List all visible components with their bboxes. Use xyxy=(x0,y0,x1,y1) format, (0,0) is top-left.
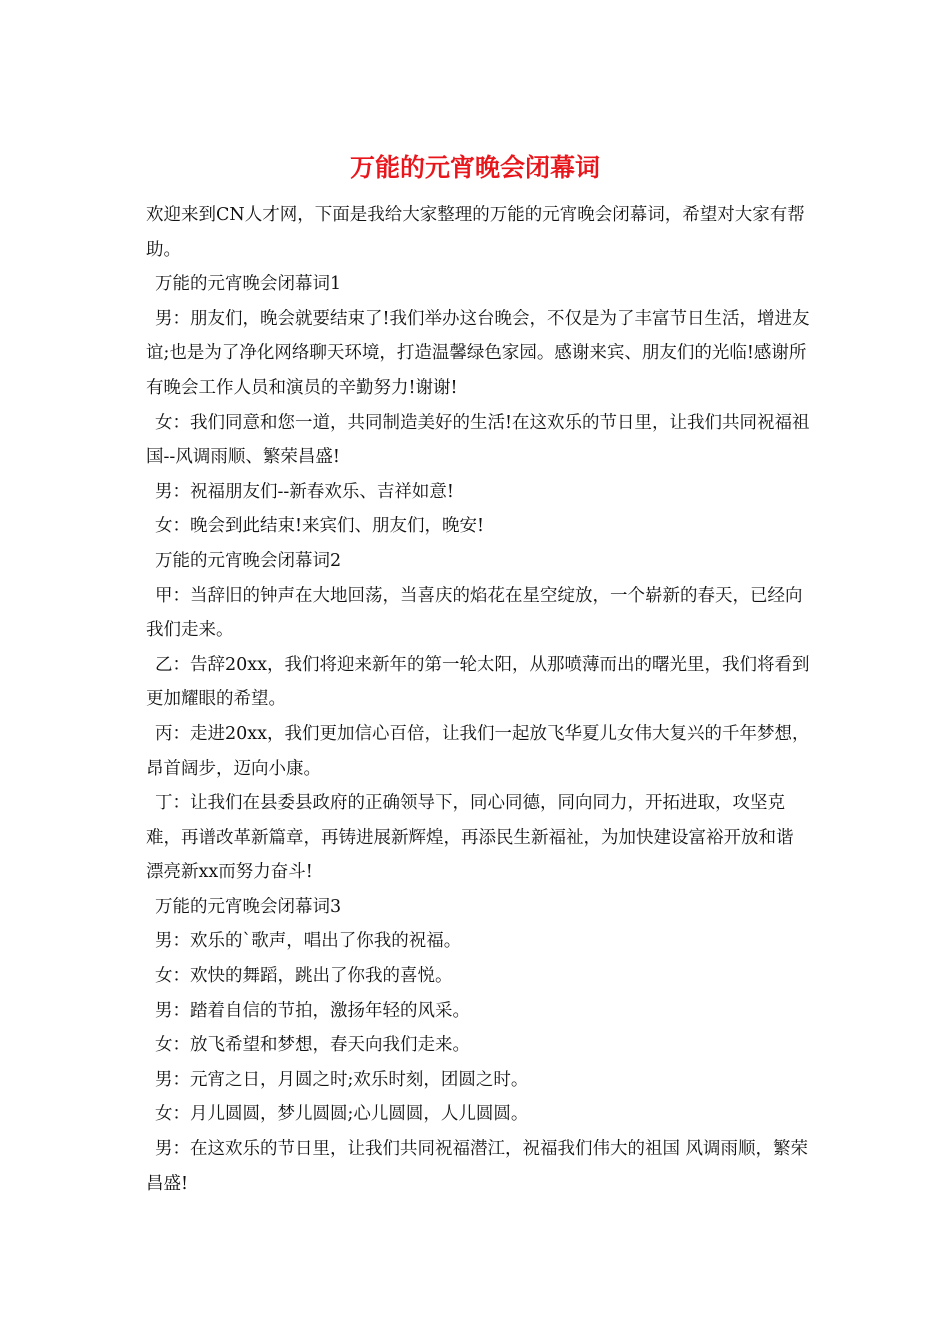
paragraph: 女：月儿圆圆，梦儿圆圆;心儿圆圆，人儿圆圆。 xyxy=(155,1104,529,1125)
paragraph: 男：在这欢乐的节日里，让我们共同祝福潜江，祝福我们伟大的祖国 风调雨顺，繁荣昌盛! xyxy=(146,1139,809,1194)
paragraph: 女：我们同意和您一道，共同制造美好的生活!在这欢乐的节日里，让我们共同祝福祖国--风调雨顺、繁荣昌盛! xyxy=(146,412,810,468)
paragraph: 男：踏着自信的节拍，激扬年轻的风采。 xyxy=(155,1000,470,1021)
section-heading-1: 万能的元宵晚会闭幕词1 xyxy=(155,274,342,295)
document-title: 万能的元宵晚会闭幕词 xyxy=(349,153,600,182)
paragraph: 丁：让我们在县委县政府的正确领导下，同心同德，同向同力，开拓进取，攻坚克难，再谱改革新篇章，再铸进展新辉煌，再添民生新福祉，为加快建设富裕开放和谐漂亮新xx而努力奋斗! xyxy=(146,793,794,883)
document-body xyxy=(146,198,810,1201)
paragraph: 男：祝福朋友们--新春欢乐、吉祥如意! xyxy=(155,481,454,502)
paragraph: 甲：当辞旧的钟声在大地回荡，当喜庆的焰花在星空绽放，一个崭新的春天，已经向我们走来。 xyxy=(146,585,803,641)
section-heading-3: 万能的元宵晚会闭幕词3 xyxy=(155,896,342,917)
paragraph: 女：放飞希望和梦想，春天向我们走来。 xyxy=(155,1035,470,1056)
paragraph: 女：晚会到此结束!来宾们、朋友们，晚安! xyxy=(155,516,485,537)
paragraph: 男：朋友们，晚会就要结束了!我们举办这台晚会，不仅是为了丰富节日生活，增进友谊;也是为了净化网络聊天环境，打造温馨绿色家园。感谢来宾、朋友们的光临!感谢所有晚会工作人员和演员的辛勤努力!谢谢! xyxy=(146,308,810,398)
paragraph: 女：欢快的舞蹈，跳出了你我的喜悦。 xyxy=(155,966,453,987)
paragraph: 丙：走进20xx，我们更加信心百倍，让我们一起放飞华夏儿女伟大复兴的千年梦想，昂首阔步，迈向小康。 xyxy=(146,723,810,779)
paragraph: 男：欢乐的`歌声，唱出了你我的祝福。 xyxy=(155,931,462,952)
section-heading-2: 万能的元宵晚会闭幕词2 xyxy=(155,550,342,571)
paragraph-intro: 欢迎来到CN人才网，下面是我给大家整理的万能的元宵晚会闭幕词，希望对大家有帮助。 xyxy=(146,205,805,260)
paragraph: 男：元宵之日，月圆之时;欢乐时刻，团圆之时。 xyxy=(155,1069,529,1090)
paragraph: 乙：告辞20xx，我们将迎来新年的第一轮太阳，从那喷薄而出的曙光里，我们将看到更加耀眼的希望。 xyxy=(146,654,810,710)
